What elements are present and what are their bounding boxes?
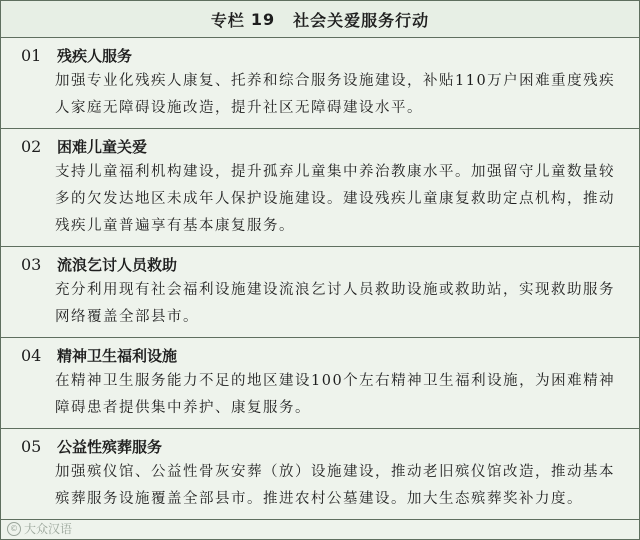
column-title: 社会关爱服务行动 [293, 10, 430, 30]
section-number: 03 [21, 254, 42, 274]
section-title: 流浪乞讨人员救助 [57, 255, 178, 274]
section-01 [1, 38, 639, 129]
column-label: 专栏 [210, 10, 245, 30]
section-title: 公益性殡葬服务 [57, 437, 163, 456]
section-body: 支持儿童福利机构建设，提升孤弃儿童集中养治教康水平。加强留守儿童数量较多的欠发达地区未成年人保护设施建设。建设残疾儿童康复救助定点机构，推动残疾儿童普遍享有基本康复服务。 [55, 164, 615, 234]
section-body: 在精神卫生服务能力不足的地区建设100个左右精神卫生福利设施，为困难精神障碍患者提供集中养护、康复服务。 [55, 373, 616, 416]
watermark [7, 520, 72, 537]
section-04 [1, 338, 639, 429]
section-title: 精神卫生福利设施 [57, 346, 178, 365]
section-05 [1, 429, 639, 520]
column-header [1, 1, 639, 38]
watermark-text: 大众汉语 [24, 522, 73, 536]
section-number: 01 [21, 45, 42, 65]
section-03 [1, 247, 639, 338]
section-title: 残疾人服务 [57, 46, 133, 65]
section-number: 04 [21, 345, 42, 365]
section-number: 02 [21, 136, 42, 156]
section-body: 加强殡仪馆、公益性骨灰安葬（放）设施建设，推动老旧殡仪馆改造，推动基本殡葬服务设施覆盖全部县市。推进农村公墓建设。加大生态殡葬奖补力度。 [55, 464, 615, 507]
section-body: 加强专业化残疾人康复、托养和综合服务设施建设，补贴110万户困难重度残疾人家庭无障碍设施改造，提升社区无障碍建设水平。 [55, 73, 616, 116]
section-body: 充分利用现有社会福利设施建设流浪乞讨人员救助设施或救助站，实现救助服务网络覆盖全部县市。 [55, 282, 615, 325]
column-number: 19 [250, 9, 276, 29]
section-02 [1, 129, 639, 247]
watermark-logo-icon: © [7, 522, 21, 536]
section-title: 困难儿童关爱 [57, 137, 148, 156]
section-number: 05 [21, 436, 42, 456]
